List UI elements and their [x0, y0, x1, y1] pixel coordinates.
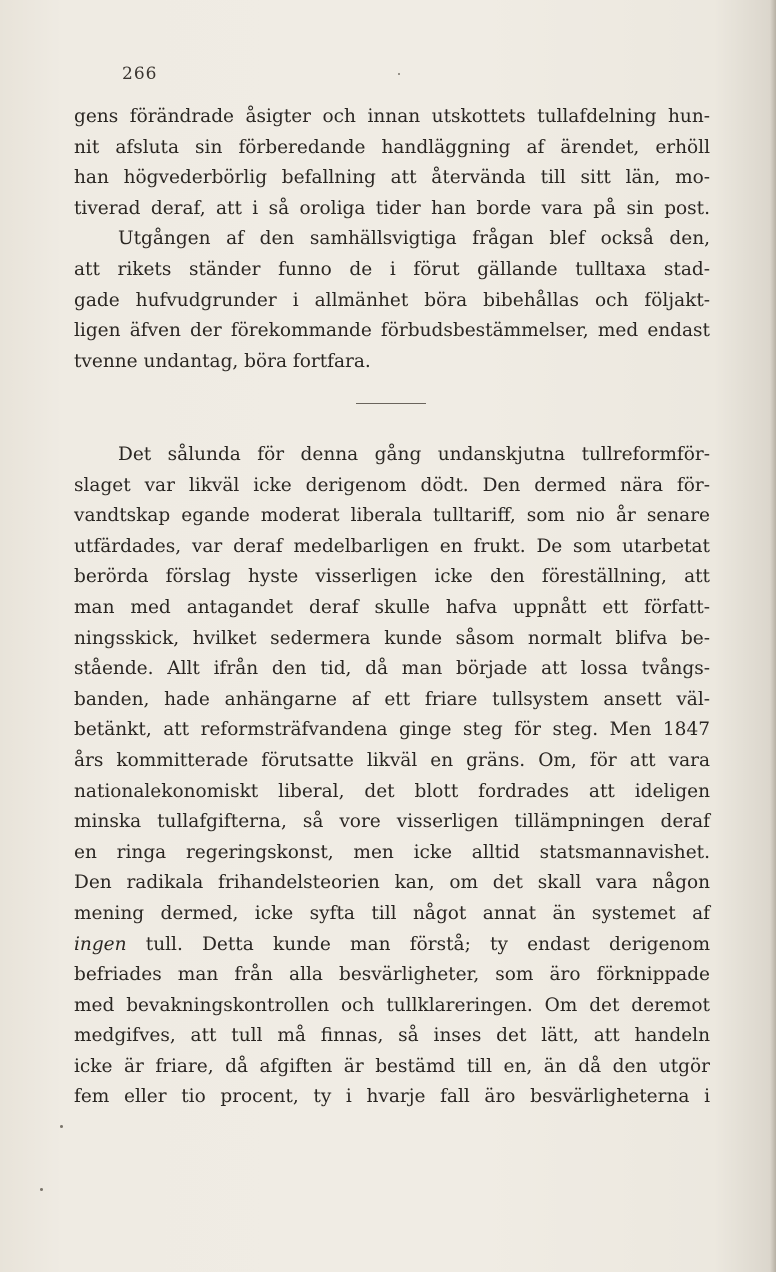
text-line: ligen äfven der förekommande förbudsbestämmelser, med endast: [74, 320, 710, 342]
text-line: fem eller tio procent, ty i hvarje fall äro besvärligheterna i: [74, 1086, 710, 1108]
text-line: man med antagandet deraf skulle hafva uppnått ett författ-: [74, 596, 710, 618]
text-line: års kommitterade förutsatte likväl en gräns. Om, för att vara: [74, 749, 710, 771]
section-divider: [356, 403, 426, 404]
text-line: slaget var likväl icke derigenom dödt. Den dermed nära för-: [74, 474, 710, 496]
paragraph-1: [74, 102, 710, 377]
paper-speck: [398, 73, 400, 75]
text-line: Utgången af den samhällsvigtiga frågan blef också den,: [118, 228, 710, 250]
text-line: betänkt, att reformsträfvandena ginge steg för steg. Men 1847: [74, 719, 710, 741]
text-line: att rikets ständer funno de i förut gällande tulltaxa stad-: [74, 258, 710, 280]
page-number: 266: [122, 64, 158, 84]
text-line: gens förändrade åsigter och innan utskottets tullafdelning hun-: [74, 106, 710, 127]
text-line: berörda förslag hyste visserligen icke den föreställning, att: [74, 566, 710, 588]
text-line: befriades man från alla besvärligheter, som äro förknippade: [74, 964, 710, 986]
text-line: en ringa regeringskonst, men icke alltid statsmannavishet.: [74, 841, 710, 863]
text-line: mening dermed, icke syfta till något annat än systemet af: [74, 902, 710, 924]
text-line: stående. Allt ifrån den tid, då man började att lossa tvångs-: [74, 658, 710, 680]
text-line: gade hufvudgrunder i allmänhet böra bibehållas och följakt-: [74, 289, 710, 311]
text-line: Det sålunda för denna gång undanskjutna tullreformför-: [118, 444, 710, 465]
text-line: tiverad deraf, att i så oroliga tider han borde vara på sin post.: [74, 197, 710, 219]
text-line: nit afsluta sin förberedande handläggning af ärendet, erhöll: [74, 136, 710, 158]
text-line: nationalekonomiskt liberal, det blott fordrades att ideligen: [74, 780, 710, 802]
text-line: medgifves, att tull må finnas, så inses det lätt, att handeln: [74, 1025, 710, 1047]
paragraph-2: [74, 440, 710, 1113]
text-line: banden, hade anhängarne af ett friare tullsystem ansett väl-: [74, 688, 710, 710]
text-line-with-italic: [74, 930, 710, 961]
text-line: med bevakningskontrollen och tullklareringen. Om det deremot: [74, 994, 710, 1016]
text-line: vandtskap egande moderat liberala tulltariff, som nio år senare: [74, 505, 710, 527]
text-line: Den radikala frihandelsteorien kan, om det skall vara någon: [74, 872, 710, 894]
text-line: minska tullafgifterna, så vore visserligen tillämpningen deraf: [74, 811, 710, 833]
text-line: ningsskick, hvilket sedermera kunde såsom normalt blifva be-: [74, 627, 710, 649]
text-line-rest: tull. Detta kunde man förstå; ty endast derigenom: [126, 933, 710, 955]
text-line: han högvederbörlig befallning att återvända till sitt län, mo-: [74, 167, 710, 189]
text-line: icke är friare, då afgiften är bestämd till en, än då den utgör: [74, 1055, 710, 1077]
italic-word: ingen: [74, 933, 127, 955]
paper-speck: [40, 1188, 43, 1191]
text-line: utfärdades, var deraf medelbarligen en frukt. De som utarbetat: [74, 535, 710, 557]
page-edge-shadow: [770, 0, 776, 1272]
paper-speck: [60, 1125, 63, 1128]
text-line: tvenne undantag, böra fortfara.: [74, 350, 371, 372]
